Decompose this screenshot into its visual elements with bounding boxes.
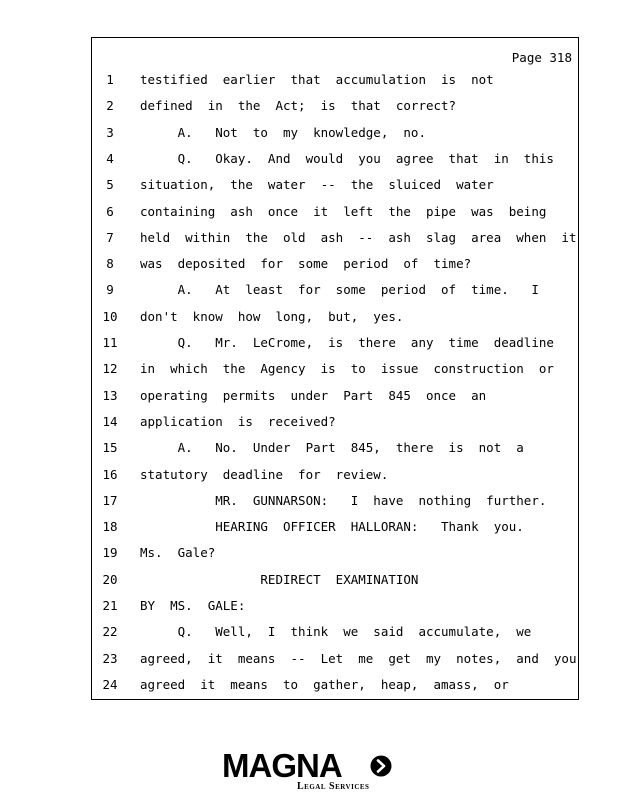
- line-text: containing ash once it left the pipe was being: [140, 203, 547, 219]
- transcript-line: [92, 256, 578, 276]
- line-text: in which the Agency is to issue construction or: [140, 361, 554, 377]
- transcript-line: [92, 651, 578, 671]
- transcript-line: [92, 230, 578, 250]
- line-number: 1: [106, 72, 114, 87]
- transcript-line: [92, 388, 578, 408]
- line-number: 4: [106, 150, 114, 166]
- line-number: 15: [102, 440, 118, 456]
- line-text: don't know how long, but, yes.: [140, 308, 404, 324]
- transcript-line: [92, 598, 578, 618]
- transcript-line: [92, 177, 578, 197]
- logo-wordmark: MAGNA: [222, 747, 342, 784]
- line-number: 5: [106, 177, 114, 193]
- line-number: 14: [102, 413, 118, 429]
- line-text: agreed, it means -- Let me get my notes, and you: [140, 650, 577, 666]
- transcript-line: [92, 467, 578, 487]
- line-text: situation, the water -- the sluiced water: [140, 177, 494, 193]
- transcript-line: [92, 493, 578, 513]
- line-number: 8: [106, 256, 114, 272]
- transcript-line: [92, 125, 578, 145]
- line-number: 21: [102, 598, 118, 613]
- line-number: 18: [102, 519, 118, 535]
- line-number: 13: [102, 387, 118, 403]
- transcript-line: [92, 545, 578, 565]
- line-number: 9: [106, 282, 114, 298]
- transcript-page: [91, 37, 579, 700]
- logo-subtitle: Legal Services: [297, 781, 370, 792]
- transcript-line: [92, 98, 578, 118]
- line-text: operating permits under Part 845 once an: [140, 387, 487, 403]
- line-number: 12: [102, 361, 118, 377]
- line-number: 2: [106, 98, 114, 114]
- transcript-line: [92, 335, 578, 355]
- line-number: 22: [102, 624, 118, 640]
- line-text: statutory deadline for review.: [140, 466, 389, 482]
- line-number: 24: [102, 676, 118, 692]
- transcript-line: [92, 309, 578, 329]
- transcript-line: [92, 151, 578, 171]
- line-text: application is received?: [140, 413, 336, 429]
- line-text: BY MS. GALE:: [140, 598, 246, 613]
- line-text: REDIRECT EXAMINATION: [140, 571, 419, 587]
- line-number: 17: [102, 492, 118, 508]
- line-number: 10: [102, 308, 118, 324]
- transcript-line: [92, 677, 578, 697]
- line-number: 23: [102, 650, 118, 666]
- transcript-line: [92, 624, 578, 644]
- line-text: MR. GUNNARSON: I have nothing further.: [140, 492, 547, 508]
- line-number: 20: [102, 571, 118, 587]
- line-text: testified earlier that accumulation is not: [140, 72, 494, 87]
- line-number: 11: [102, 335, 118, 350]
- magna-logo: [222, 748, 402, 794]
- line-text: held within the old ash -- ash slag area when it: [140, 229, 577, 245]
- line-number: 3: [106, 124, 114, 140]
- line-text: A. At least for some period of time. I: [140, 282, 539, 298]
- line-text: HEARING OFFICER HALLORAN: Thank you.: [140, 519, 524, 535]
- transcript-line: [92, 572, 578, 592]
- line-text: A. Not to my knowledge, no.: [140, 124, 426, 140]
- transcript-line: [92, 361, 578, 381]
- line-number: 16: [102, 466, 118, 482]
- line-text: Ms. Gale?: [140, 545, 216, 561]
- transcript-line: [92, 519, 578, 539]
- transcript-line: [92, 204, 578, 224]
- line-text: agreed it means to gather, heap, amass, or: [140, 676, 509, 692]
- line-text: defined in the Act; is that correct?: [140, 98, 457, 114]
- line-number: 19: [102, 545, 118, 561]
- page-number: Page 318: [511, 50, 572, 65]
- transcript-line: [92, 414, 578, 434]
- line-text: A. No. Under Part 845, there is not a: [140, 440, 524, 456]
- chevron-right-icon: [370, 755, 392, 777]
- line-number: 7: [106, 229, 114, 245]
- line-text: Q. Well, I think we said accumulate, we: [140, 624, 532, 640]
- transcript-line: [92, 440, 578, 460]
- transcript-line: [92, 72, 578, 92]
- line-number: 6: [106, 203, 114, 219]
- line-text: Q. Mr. LeCrome, is there any time deadline: [140, 335, 554, 350]
- transcript-line: [92, 282, 578, 302]
- line-text: Q. Okay. And would you agree that in this: [140, 150, 554, 166]
- line-text: was deposited for some period of time?: [140, 256, 472, 272]
